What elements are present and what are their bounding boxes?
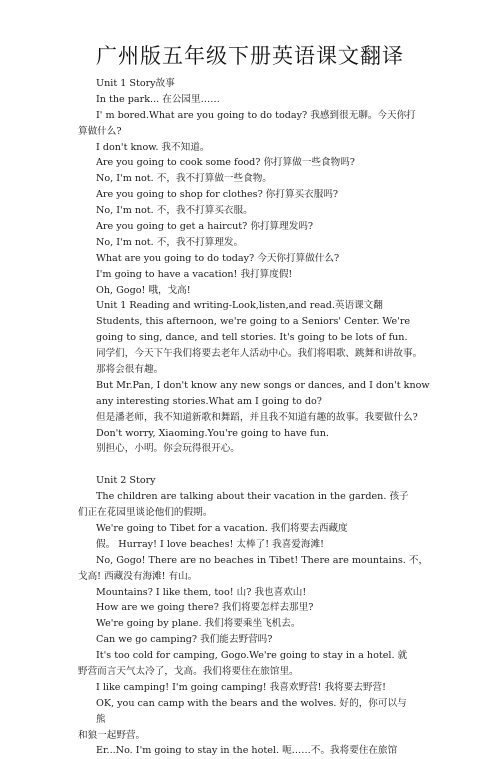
text-line: No, I'm not. 不，我不打算做一些食物。: [96, 173, 272, 185]
text-line: 熊: [96, 713, 106, 725]
text-line: 同学们，今天下午我们将要去老年人活动中心。我们将唱歌、跳舞和讲故事。: [96, 348, 423, 360]
text-line: But Mr.Pan, I don't know any new songs or dances, and I don't know: [96, 379, 430, 391]
text-line: 算做什么?: [78, 125, 122, 137]
text-line: No, I'm not. 不，我不打算理发。: [96, 236, 244, 248]
text-line: 别担心，小明。你会玩得很开心。: [96, 443, 240, 455]
text-line: Mountains? I like them, too! 山? 我也喜欢山!: [96, 586, 307, 598]
text-line: Unit 2 Story: [96, 475, 156, 487]
text-line: Unit 1 Reading and writing-Look,listen,and read.英语课文翻: [96, 300, 383, 312]
text-line: Er...No. I'm going to stay in the hotel. 呃……不。我将要住在旅馆: [96, 745, 398, 757]
blank-line: [78, 457, 438, 473]
text-line: I don't know. 我不知道。: [96, 141, 210, 153]
document-body: [78, 76, 438, 759]
text-line: What are you going to do today? 今天你打算做什么?: [96, 252, 340, 264]
text-line: any interesting stories.What am I going to do?: [96, 395, 322, 407]
text-line: Unit 1 Story故事: [96, 78, 175, 89]
text-line: Are you going to get a haircut? 你打算理发吗?: [96, 221, 314, 233]
text-line: I'm going to have a vacation! 我打算度假!: [96, 268, 293, 280]
text-line: Can we go camping? 我们能去野营吗?: [96, 634, 273, 646]
text-line: 们正在花园里谈论他们的假期。: [78, 507, 213, 519]
text-line: We're going by plane. 我们将要乘坐飞机去。: [96, 618, 301, 630]
text-line: 那将会很有趣。: [96, 364, 164, 376]
text-line: It's too cold for camping, Gogo.We're going to stay in a hotel. 就: [96, 650, 408, 662]
text-line: I' m bored.What are you going to do today? 我感到很无聊。今天你打: [96, 109, 416, 121]
text-line: Don't worry, Xiaoming.You're going to have fun.: [96, 427, 329, 439]
text-line: going to sing, dance, and tell stories. It's going to be lots of fun.: [96, 332, 408, 344]
text-line: I like camping! I'm going camping! 我喜欢野营! 我将要去野营!: [96, 681, 386, 693]
text-line: 和狼一起野营。: [78, 729, 146, 741]
text-line: No, I'm not. 不，我不打算买衣服。: [96, 205, 253, 217]
text-line: 但是潘老师，我不知道新歌和舞蹈，并且我不知道有趣的故事。我要做什么?: [96, 411, 418, 423]
text-line: In the park... 在公园里……: [96, 93, 220, 105]
text-line: How are we going there? 我们将要怎样去那里?: [96, 602, 314, 614]
text-line: OK, you can camp with the bears and the wolves. 好的，你可以与: [96, 697, 407, 709]
text-line: The children are talking about their vacation in the garden. 孩子: [96, 491, 409, 503]
text-line: Are you going to shop for clothes? 你打算买衣服吗?: [96, 189, 339, 201]
text-line: Oh, Gogo! 哦，戈高!: [96, 284, 191, 296]
text-line: Students, this afternoon, we're going to a Seniors' Center. We're: [96, 316, 411, 328]
text-line: 戈高! 西藏没有海滩! 有山。: [78, 570, 198, 582]
text-line: 野营而言天气太冷了，戈高。我们将要住在旅馆里。: [78, 665, 299, 677]
text-line: 假。 Hurray! I love beaches! 太棒了! 我喜爱海滩!: [96, 538, 324, 550]
text-line: No, Gogo! There are no beaches in Tibet! There are mountains. 不，: [96, 554, 429, 566]
text-line: We're going to Tibet for a vacation. 我们将要去西藏度: [96, 522, 348, 534]
text-line: Are you going to cook some food? 你打算做一些食物吗?: [96, 157, 355, 169]
document-title: 广州版五年级下册英语课文翻译: [96, 44, 404, 68]
